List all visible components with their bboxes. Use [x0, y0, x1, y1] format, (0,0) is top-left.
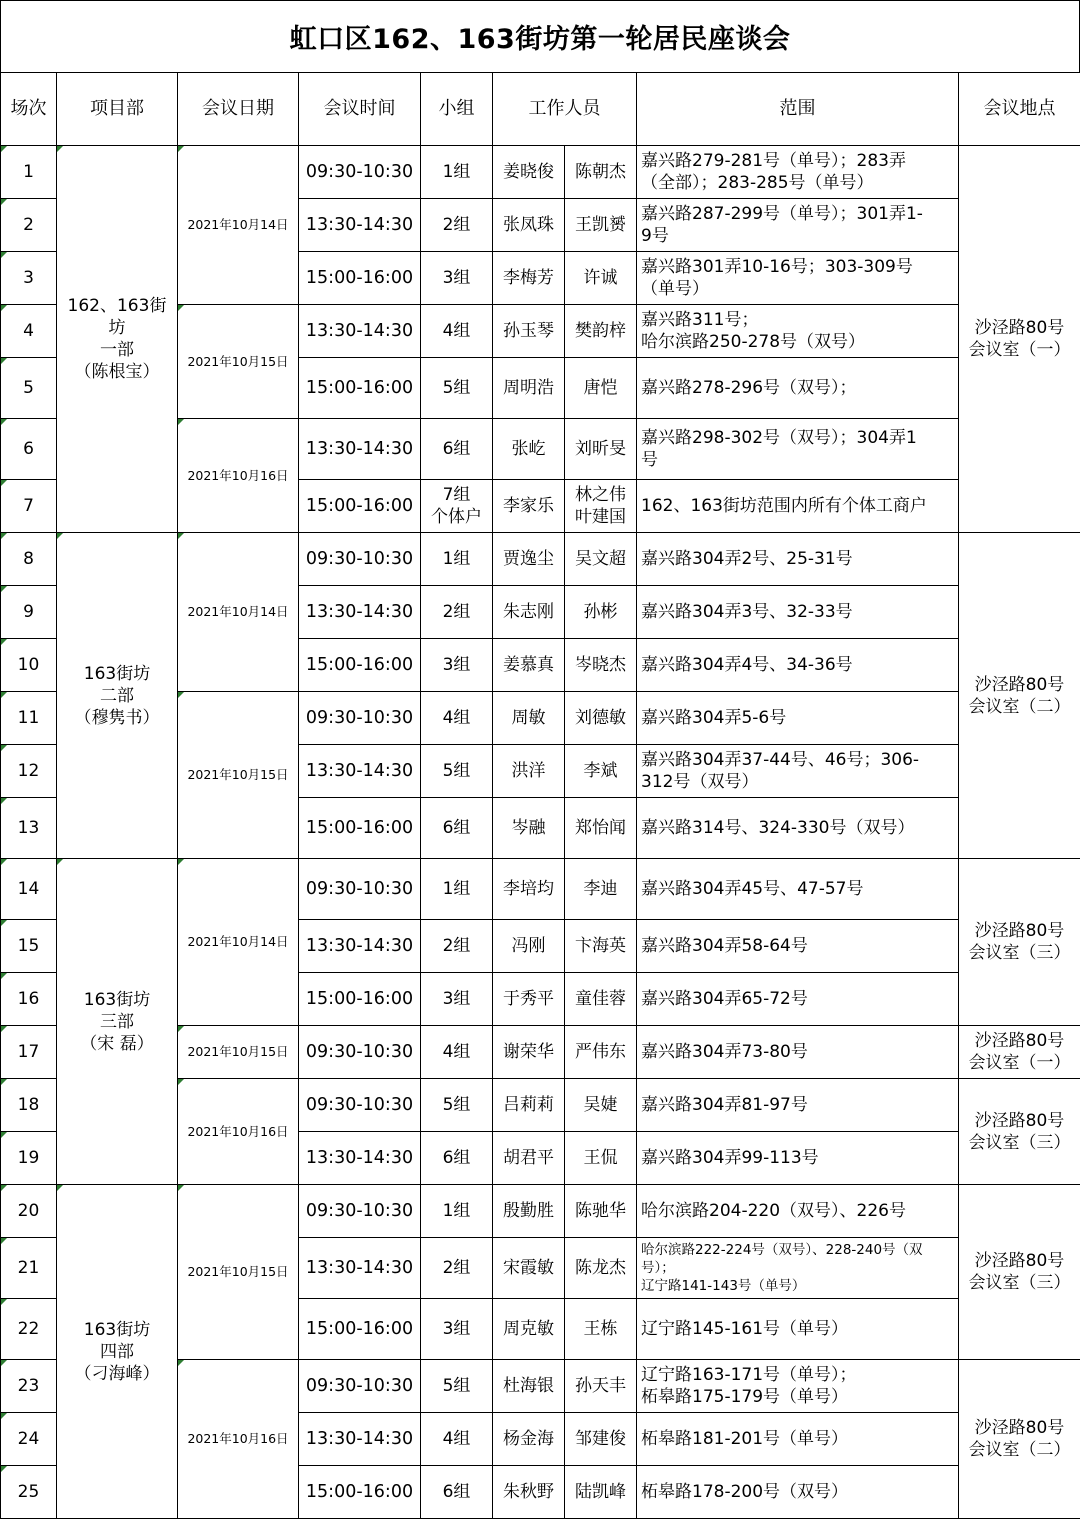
header-scope: 范围: [637, 73, 959, 146]
scope-text: 嘉兴路304弄3号、32-33号: [637, 586, 959, 639]
session-number: 6: [1, 419, 57, 480]
session-number: 10: [1, 639, 57, 692]
staff-member-2: 陈驰华: [565, 1185, 637, 1238]
scope-text: 嘉兴路304弄45号、47-57号: [637, 859, 959, 920]
session-number: 3: [1, 252, 57, 305]
scope-text: 辽宁路163-171号（单号）； 柘皋路175-179号（单号）: [637, 1360, 959, 1413]
meeting-time: 13:30-14:30: [299, 199, 421, 252]
table-row: [1, 1185, 1080, 1238]
scope-text: 哈尔滨路222-224号（双号）、228-240号（双 号）； 辽宁路141-143号（单号）: [637, 1238, 959, 1299]
meeting-time: 09:30-10:30: [299, 146, 421, 199]
session-number: 2: [1, 199, 57, 252]
scope-text: 嘉兴路298-302号（双号）；304弄1 号: [637, 419, 959, 480]
staff-member-1: 贾逸尘: [493, 533, 565, 586]
group-name: 1组: [421, 859, 493, 920]
staff-member-1: 杨金海: [493, 1413, 565, 1466]
meeting-time: 15:00-16:00: [299, 973, 421, 1026]
meeting-time: 09:30-10:30: [299, 533, 421, 586]
session-number: 13: [1, 798, 57, 859]
group-name: 6组: [421, 419, 493, 480]
session-number: 17: [1, 1026, 57, 1079]
session-number: 15: [1, 920, 57, 973]
meeting-time: 13:30-14:30: [299, 920, 421, 973]
staff-member-2: 刘德敏: [565, 692, 637, 745]
staff-member-1: 岑融: [493, 798, 565, 859]
session-number: 11: [1, 692, 57, 745]
staff-member-1: 李培均: [493, 859, 565, 920]
staff-member-1: 周敏: [493, 692, 565, 745]
meeting-time: 15:00-16:00: [299, 798, 421, 859]
scope-text: 嘉兴路304弄5-6号: [637, 692, 959, 745]
group-name: 6组: [421, 1466, 493, 1519]
session-number: 25: [1, 1466, 57, 1519]
staff-member-2: 吴婕: [565, 1079, 637, 1132]
meeting-location: 沙泾路80号 会议室（一）: [959, 146, 1080, 533]
header-group: 小组: [421, 73, 493, 146]
group-name: 7组 个体户: [421, 480, 493, 533]
meeting-time: 13:30-14:30: [299, 586, 421, 639]
group-name: 6组: [421, 798, 493, 859]
group-name: 3组: [421, 973, 493, 1026]
staff-member-1: 周明浩: [493, 358, 565, 419]
staff-member-2: 王栋: [565, 1299, 637, 1360]
meeting-location: 沙泾路80号 会议室（一）: [959, 1026, 1080, 1079]
meeting-time: 15:00-16:00: [299, 480, 421, 533]
meeting-time: 09:30-10:30: [299, 1026, 421, 1079]
session-number: 23: [1, 1360, 57, 1413]
group-name: 5组: [421, 1360, 493, 1413]
meeting-location: 沙泾路80号 会议室（二）: [959, 1360, 1080, 1519]
staff-member-1: 张屹: [493, 419, 565, 480]
meeting-time: 13:30-14:30: [299, 1413, 421, 1466]
session-number: 19: [1, 1132, 57, 1185]
session-number: 16: [1, 973, 57, 1026]
session-number: 9: [1, 586, 57, 639]
meeting-date: 2021年10月14日: [178, 146, 299, 305]
group-name: 1组: [421, 146, 493, 199]
table-row: [1, 859, 1080, 920]
staff-member-2: 岑晓杰: [565, 639, 637, 692]
staff-member-2: 陈朝杰: [565, 146, 637, 199]
group-name: 5组: [421, 358, 493, 419]
group-name: 4组: [421, 1413, 493, 1466]
session-number: 21: [1, 1238, 57, 1299]
staff-member-1: 李梅芳: [493, 252, 565, 305]
staff-member-2: 卞海英: [565, 920, 637, 973]
staff-member-1: 吕莉莉: [493, 1079, 565, 1132]
meeting-time: 15:00-16:00: [299, 358, 421, 419]
staff-member-2: 王凯赟: [565, 199, 637, 252]
scope-text: 哈尔滨路204-220（双号）、226号: [637, 1185, 959, 1238]
meeting-time: 15:00-16:00: [299, 252, 421, 305]
staff-member-2: 李斌: [565, 745, 637, 798]
group-name: 3组: [421, 639, 493, 692]
staff-member-1: 冯刚: [493, 920, 565, 973]
scope-text: 嘉兴路311号； 哈尔滨路250-278号（双号）: [637, 305, 959, 358]
staff-member-1: 姜慕真: [493, 639, 565, 692]
session-number: 20: [1, 1185, 57, 1238]
meeting-location: 沙泾路80号 会议室（三）: [959, 859, 1080, 1026]
staff-member-1: 孙玉琴: [493, 305, 565, 358]
staff-member-2: 陆凯峰: [565, 1466, 637, 1519]
group-name: 4组: [421, 305, 493, 358]
session-number: 4: [1, 305, 57, 358]
meeting-location: 沙泾路80号 会议室（三）: [959, 1079, 1080, 1185]
session-number: 22: [1, 1299, 57, 1360]
meeting-time: 15:00-16:00: [299, 639, 421, 692]
group-name: 2组: [421, 920, 493, 973]
meeting-time: 13:30-14:30: [299, 745, 421, 798]
scope-text: 嘉兴路304弄2号、25-31号: [637, 533, 959, 586]
staff-member-1: 周克敏: [493, 1299, 565, 1360]
session-number: 14: [1, 859, 57, 920]
scope-text: 嘉兴路301弄10-16号；303-309号 （单号）: [637, 252, 959, 305]
scope-text: 柘皋路181-201号（单号）: [637, 1413, 959, 1466]
group-name: 2组: [421, 586, 493, 639]
scope-text: 嘉兴路287-299号（单号）；301弄1- 9号: [637, 199, 959, 252]
staff-member-2: 刘昕旻: [565, 419, 637, 480]
meeting-time: 09:30-10:30: [299, 1360, 421, 1413]
group-name: 6组: [421, 1132, 493, 1185]
project-dept: 162、163街 坊 一部 （陈根宝）: [57, 146, 178, 533]
meeting-time: 13:30-14:30: [299, 1132, 421, 1185]
meeting-date: 2021年10月15日: [178, 692, 299, 859]
staff-member-1: 杜海银: [493, 1360, 565, 1413]
table-row: [1, 533, 1080, 586]
project-dept: 163街坊 二部 （穆隽书）: [57, 533, 178, 859]
staff-member-1: 朱志刚: [493, 586, 565, 639]
scope-text: 柘皋路178-200号（双号）: [637, 1466, 959, 1519]
scope-text: 嘉兴路304弄4号、34-36号: [637, 639, 959, 692]
meeting-time: 09:30-10:30: [299, 859, 421, 920]
meeting-time: 13:30-14:30: [299, 305, 421, 358]
staff-member-2: 严伟东: [565, 1026, 637, 1079]
meeting-location: 沙泾路80号 会议室（三）: [959, 1185, 1080, 1360]
meeting-date: 2021年10月14日: [178, 533, 299, 692]
table-header-row: [1, 73, 1080, 146]
session-number: 24: [1, 1413, 57, 1466]
table-row: [1, 146, 1080, 199]
staff-member-1: 殷勤胜: [493, 1185, 565, 1238]
meeting-date: 2021年10月15日: [178, 1026, 299, 1079]
meeting-time: 13:30-14:30: [299, 1238, 421, 1299]
meeting-time: 13:30-14:30: [299, 419, 421, 480]
group-name: 2组: [421, 1238, 493, 1299]
session-number: 12: [1, 745, 57, 798]
staff-member-2: 樊韵梓: [565, 305, 637, 358]
meeting-time: 15:00-16:00: [299, 1299, 421, 1360]
header-staff: 工作人员: [493, 73, 637, 146]
meeting-location: 沙泾路80号 会议室（二）: [959, 533, 1080, 859]
scope-text: 嘉兴路278-296号（双号）；: [637, 358, 959, 419]
scope-text: 嘉兴路279-281号（单号）；283弄 （全部）；283-285号（单号）: [637, 146, 959, 199]
staff-member-1: 朱秋野: [493, 1466, 565, 1519]
group-name: 4组: [421, 1026, 493, 1079]
staff-member-2: 孙天丰: [565, 1360, 637, 1413]
scope-text: 嘉兴路304弄58-64号: [637, 920, 959, 973]
group-name: 5组: [421, 745, 493, 798]
staff-member-2: 许诚: [565, 252, 637, 305]
header-session-no: 场次: [1, 73, 57, 146]
group-name: 2组: [421, 199, 493, 252]
scope-text: 嘉兴路304弄65-72号: [637, 973, 959, 1026]
meeting-time: 09:30-10:30: [299, 1079, 421, 1132]
staff-member-2: 郑怡闻: [565, 798, 637, 859]
meeting-time: 09:30-10:30: [299, 692, 421, 745]
scope-text: 嘉兴路314号、324-330号（双号）: [637, 798, 959, 859]
meeting-date: 2021年10月15日: [178, 305, 299, 419]
group-name: 3组: [421, 1299, 493, 1360]
scope-text: 嘉兴路304弄73-80号: [637, 1026, 959, 1079]
meeting-date: 2021年10月16日: [178, 419, 299, 533]
staff-member-1: 李家乐: [493, 480, 565, 533]
header-meeting-date: 会议日期: [178, 73, 299, 146]
group-name: 3组: [421, 252, 493, 305]
table-body: [1, 146, 1080, 1519]
staff-member-2: 王侃: [565, 1132, 637, 1185]
staff-member-1: 洪洋: [493, 745, 565, 798]
scope-text: 嘉兴路304弄81-97号: [637, 1079, 959, 1132]
header-project-dept: 项目部: [57, 73, 178, 146]
staff-member-1: 姜晓俊: [493, 146, 565, 199]
project-dept: 163街坊 三部 （宋 磊）: [57, 859, 178, 1185]
project-dept: 163街坊 四部 （刁海峰）: [57, 1185, 178, 1519]
session-number: 7: [1, 480, 57, 533]
staff-member-1: 宋霞敏: [493, 1238, 565, 1299]
staff-member-2: 李迪: [565, 859, 637, 920]
staff-member-2: 童佳蓉: [565, 973, 637, 1026]
staff-member-2: 孙彬: [565, 586, 637, 639]
session-number: 1: [1, 146, 57, 199]
group-name: 5组: [421, 1079, 493, 1132]
staff-member-2: 唐恺: [565, 358, 637, 419]
scope-text: 嘉兴路304弄37-44号、46号；306- 312号（双号）: [637, 745, 959, 798]
session-number: 8: [1, 533, 57, 586]
scope-text: 辽宁路145-161号（单号）: [637, 1299, 959, 1360]
staff-member-1: 胡君平: [493, 1132, 565, 1185]
meeting-time: 15:00-16:00: [299, 1466, 421, 1519]
meeting-date: 2021年10月16日: [178, 1079, 299, 1185]
staff-member-2: 陈龙杰: [565, 1238, 637, 1299]
staff-member-2: 林之伟 叶建国: [565, 480, 637, 533]
staff-member-1: 张凤珠: [493, 199, 565, 252]
meeting-schedule-table: [0, 72, 1080, 1519]
meeting-date: 2021年10月15日: [178, 1185, 299, 1360]
group-name: 1组: [421, 533, 493, 586]
scope-text: 嘉兴路304弄99-113号: [637, 1132, 959, 1185]
page-title: 虹口区162、163街坊第一轮居民座谈会: [0, 0, 1080, 72]
session-number: 18: [1, 1079, 57, 1132]
group-name: 4组: [421, 692, 493, 745]
group-name: 1组: [421, 1185, 493, 1238]
meeting-time: 09:30-10:30: [299, 1185, 421, 1238]
session-number: 5: [1, 358, 57, 419]
header-meeting-time: 会议时间: [299, 73, 421, 146]
header-location: 会议地点: [959, 73, 1080, 146]
staff-member-1: 于秀平: [493, 973, 565, 1026]
staff-member-1: 谢荣华: [493, 1026, 565, 1079]
staff-member-2: 邹建俊: [565, 1413, 637, 1466]
staff-member-2: 吴文超: [565, 533, 637, 586]
meeting-date: 2021年10月16日: [178, 1360, 299, 1519]
meeting-date: 2021年10月14日: [178, 859, 299, 1026]
scope-text: 162、163街坊范围内所有个体工商户: [637, 480, 959, 533]
